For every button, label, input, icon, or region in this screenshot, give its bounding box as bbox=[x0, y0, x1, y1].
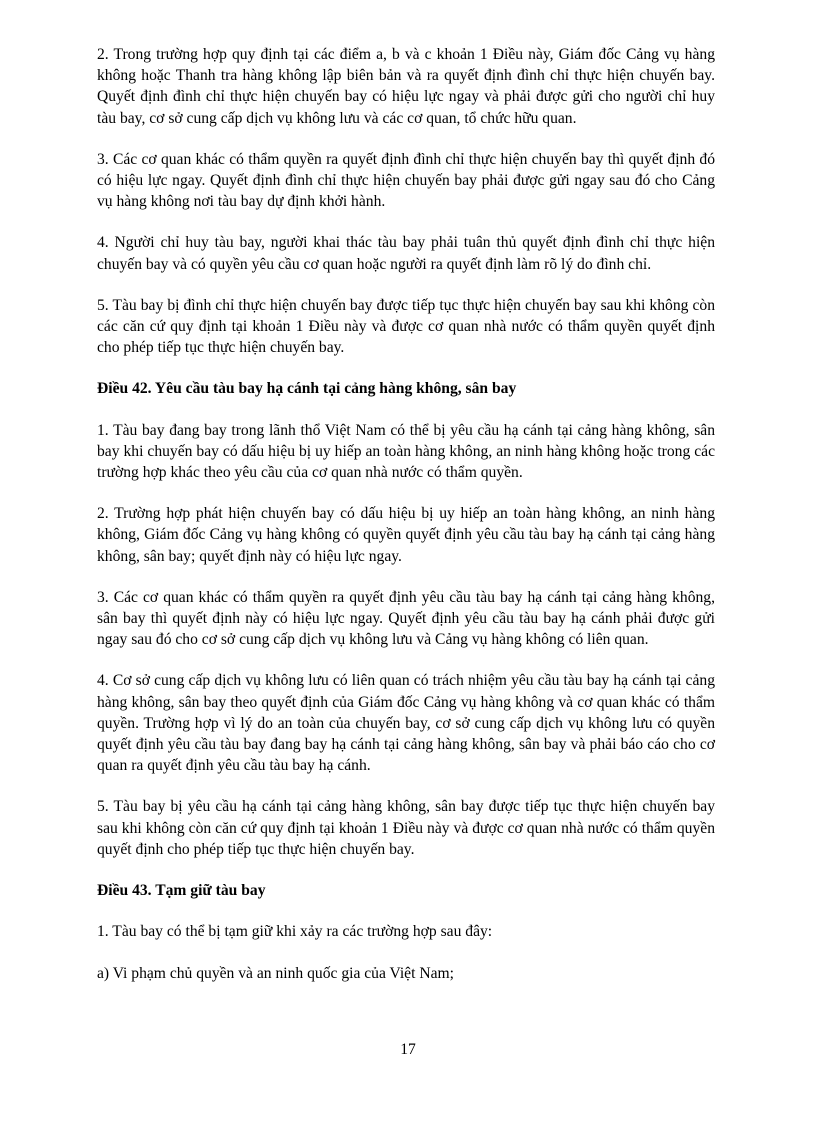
article-42-heading: Điều 42. Yêu cầu tàu bay hạ cánh tại cảng hàng không, sân bay bbox=[97, 380, 517, 398]
paragraph-41-3: 3. Các cơ quan khác có thẩm quyền ra quyết định đình chỉ thực hiện chuyến bay thì quyết định đó có hiệu lực ngay. Quyết định đình chỉ thực hiện chuyến bay phải được gửi ngay sau đó cho Cảng vụ hàng không nơi tàu bay dự định khởi hành. bbox=[97, 150, 715, 211]
paragraph-41-4: 4. Người chỉ huy tàu bay, người khai thác tàu bay phải tuân thủ quyết định đình chỉ thực hiện chuyến bay và có quyền yêu cầu cơ quan hoặc người ra quyết định làm rõ lý do đình chỉ. bbox=[97, 234, 715, 273]
paragraph-43-1: 1. Tàu bay có thể bị tạm giữ khi xảy ra các trường hợp sau đây: bbox=[97, 923, 493, 941]
paragraph-42-4: 4. Cơ sở cung cấp dịch vụ không lưu có liên quan có trách nhiệm yêu cầu tàu bay hạ cánh tại cảng hàng không, sân bay theo quyết định của Giám đốc Cảng vụ hàng không và cơ quan khác có thẩm quyền. Trường hợp vì lý do an toàn của chuyến bay, cơ sở cung cấp dịch vụ không lưu có quyền quyết định yêu cầu tàu bay đang bay hạ cánh tại cảng hàng không, sân bay và phải báo cáo cho cơ quan ra quyết định yêu cầu tàu bay hạ cánh. bbox=[97, 672, 715, 775]
paragraph-41-2: 2. Trong trường hợp quy định tại các điểm a, b và c khoản 1 Điều này, Giám đốc Cảng vụ hàng không hoặc Thanh tra hàng không lập biên bản và ra quyết định đình chỉ thực hiện chuyến bay. Quyết định đình chỉ thực hiện chuyến bay có hiệu lực ngay và phải được gửi cho người chỉ huy tàu bay, cơ sở cung cấp dịch vụ không lưu và các cơ quan, tổ chức hữu quan. bbox=[97, 46, 715, 127]
paragraph-42-5: 5. Tàu bay bị yêu cầu hạ cánh tại cảng hàng không, sân bay được tiếp tục thực hiện chuyến bay sau khi không còn căn cứ quy định tại khoản 1 Điều này và được cơ quan nhà nước có thẩm quyền quyết định cho phép tiếp tục thực hiện chuyến bay. bbox=[97, 798, 715, 858]
paragraph-41-5: 5. Tàu bay bị đình chỉ thực hiện chuyến bay được tiếp tục thực hiện chuyến bay sau khi không còn các căn cứ quy định tại khoản 1 Điều này và được cơ quan nhà nước có thẩm quyền quyết định cho phép tiếp tục thực hiện chuyến bay. bbox=[97, 296, 715, 357]
paragraph-42-3: 3. Các cơ quan khác có thẩm quyền ra quyết định yêu cầu tàu bay hạ cánh tại cảng hàng không, sân bay thì quyết định này có hiệu lực ngay. Quyết định yêu cầu tàu bay hạ cánh phải được gửi ngay sau đó cho cơ sở cung cấp dịch vụ không lưu và Cảng vụ hàng không có liên quan. bbox=[97, 588, 715, 649]
page-number: 17 bbox=[400, 1041, 416, 1058]
article-43-heading: Điều 43. Tạm giữ tàu bay bbox=[97, 882, 266, 900]
paragraph-43-1a: a) Vi phạm chủ quyền và an ninh quốc gia của Việt Nam; bbox=[97, 964, 454, 982]
paragraph-42-1: 1. Tàu bay đang bay trong lãnh thổ Việt Nam có thể bị yêu cầu hạ cánh tại cảng hàng không, sân bay khi chuyến bay có dấu hiệu bị uy hiếp an toàn hàng không, an ninh hàng không hoặc trong các trường hợp khác theo yêu cầu của cơ quan nhà nước có thẩm quyền. bbox=[97, 421, 715, 482]
document-page bbox=[97, 44, 715, 1004]
paragraph-42-2: 2. Trường hợp phát hiện chuyến bay có dấu hiệu bị uy hiếp an toàn hàng không, an ninh hàng không, Giám đốc Cảng vụ hàng không có quyền quyết định yêu cầu tàu bay hạ cánh tại cảng hàng không, sân bay; quyết định này có hiệu lực ngay. bbox=[97, 505, 715, 565]
